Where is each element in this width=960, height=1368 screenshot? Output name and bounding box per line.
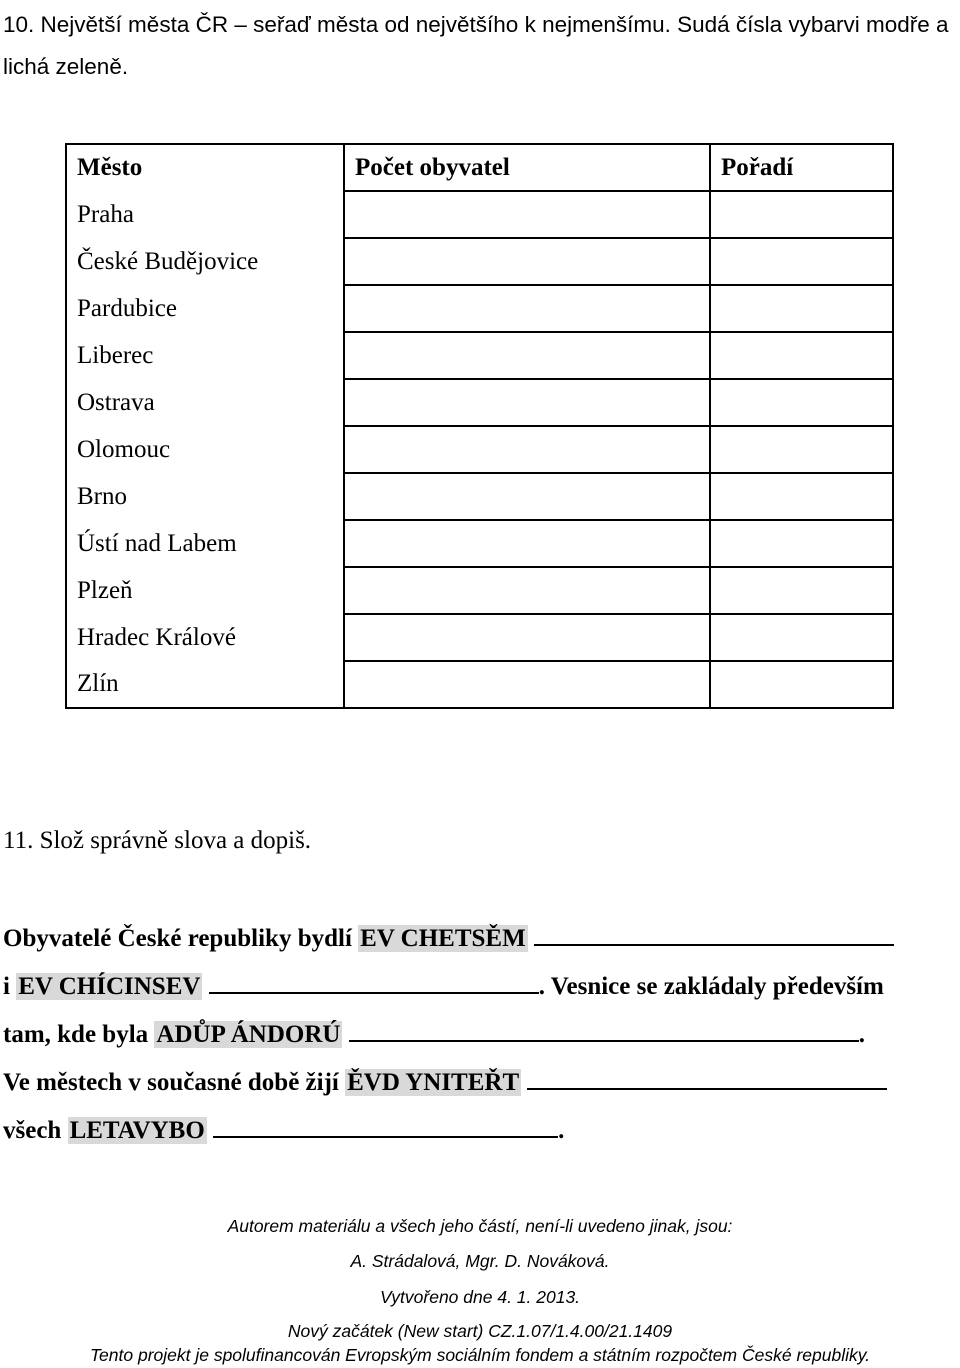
rank-cell[interactable] [710, 238, 893, 285]
footer-date: Vytvořeno dne 4. 1. 2013. [379, 1287, 581, 1307]
task-11-title: 11. Slož správně slova a dopiš. [3, 827, 312, 854]
column-header: Město [66, 144, 344, 191]
sentence-text: . [558, 1117, 565, 1144]
city-name: Ústí nad Labem [66, 520, 344, 567]
population-cell[interactable] [344, 614, 710, 661]
table-row [66, 379, 893, 426]
scrambled-word: ADŮP ÁNDORÚ [156, 1021, 341, 1048]
rank-cell[interactable] [710, 426, 893, 473]
rank-cell[interactable] [710, 520, 893, 567]
answer-blank[interactable] [213, 1114, 558, 1138]
column-header: Počet obyvatel [344, 144, 710, 191]
sentence-line-3 [3, 1018, 958, 1049]
city-name: Pardubice [66, 285, 344, 332]
table-row [66, 473, 893, 520]
scrambled-word: ĚVD YNITEŘT [347, 1069, 520, 1096]
task-10-instruction: 10. Největší města ČR – seřaď města od největšího k nejmenšímu. Sudá čísla vybarvi modře a lichá zeleně. [3, 12, 949, 79]
sentence-line-4 [3, 1066, 958, 1097]
sentence-text: tam, kde byla [3, 1021, 149, 1048]
population-cell[interactable] [344, 379, 710, 426]
scrambled-word: EV CHÍCINSEV [18, 973, 201, 1000]
footer-authors: Autorem materiálu a všech jeho částí, není-li uvedeno jinak, jsou: [227, 1216, 733, 1236]
cities-table [65, 143, 894, 709]
population-cell[interactable] [344, 661, 710, 708]
sentence-text: všech [3, 1117, 62, 1144]
answer-blank[interactable] [527, 1066, 887, 1090]
city-name: Plzeň [66, 567, 344, 614]
population-cell[interactable] [344, 285, 710, 332]
table-row [66, 426, 893, 473]
table-row [66, 520, 893, 567]
sentence-line-5 [3, 1114, 958, 1145]
sentence-text: . Vesnice se zakládaly především [538, 973, 884, 1000]
scrambled-word: LETAVYBO [69, 1117, 205, 1144]
population-cell[interactable] [344, 191, 710, 238]
table-row [66, 614, 893, 661]
table-row [66, 191, 893, 238]
table-row [66, 332, 893, 379]
city-name: České Budějovice [66, 238, 344, 285]
sentence-line-1 [3, 922, 958, 953]
rank-cell[interactable] [710, 661, 893, 708]
answer-blank[interactable] [209, 970, 539, 994]
rank-cell[interactable] [710, 614, 893, 661]
population-cell[interactable] [344, 238, 710, 285]
city-name: Ostrava [66, 379, 344, 426]
rank-cell[interactable] [710, 332, 893, 379]
city-name: Zlín [66, 661, 344, 708]
city-name: Olomouc [66, 426, 344, 473]
rank-cell[interactable] [710, 191, 893, 238]
sentence-text: . [858, 1021, 865, 1048]
sentence-text: Ve městech v současné době žijí [3, 1069, 339, 1096]
scrambled-word: EV CHETSĚM [360, 925, 526, 952]
sentence-text: Obyvatelé České republiky bydlí [3, 925, 352, 952]
population-cell[interactable] [344, 567, 710, 614]
sentence-line-2 [3, 970, 958, 1001]
table-header-row [66, 144, 893, 191]
table-row [66, 661, 893, 708]
table-row [66, 238, 893, 285]
population-cell[interactable] [344, 520, 710, 567]
city-name: Brno [66, 473, 344, 520]
table-row [66, 567, 893, 614]
rank-cell[interactable] [710, 567, 893, 614]
city-name: Hradec Králové [66, 614, 344, 661]
sentence-text: i [3, 973, 10, 1000]
city-name: Liberec [66, 332, 344, 379]
answer-blank[interactable] [534, 922, 894, 946]
rank-cell[interactable] [710, 285, 893, 332]
population-cell[interactable] [344, 426, 710, 473]
rank-cell[interactable] [710, 473, 893, 520]
answer-blank[interactable] [349, 1018, 859, 1042]
footer-project: Nový začátek (New start) CZ.1.07/1.4.00/21.1409 [287, 1321, 673, 1341]
population-cell[interactable] [344, 332, 710, 379]
rank-cell[interactable] [710, 379, 893, 426]
city-name: Praha [66, 191, 344, 238]
population-cell[interactable] [344, 473, 710, 520]
column-header: Pořadí [710, 144, 893, 191]
footer-names: A. Strádalová, Mgr. D. Nováková. [350, 1251, 610, 1271]
footer-funding: Tento projekt je spolufinancován Evropským sociálním fondem a státním rozpočtem České republiky. [89, 1345, 871, 1365]
table-row [66, 285, 893, 332]
